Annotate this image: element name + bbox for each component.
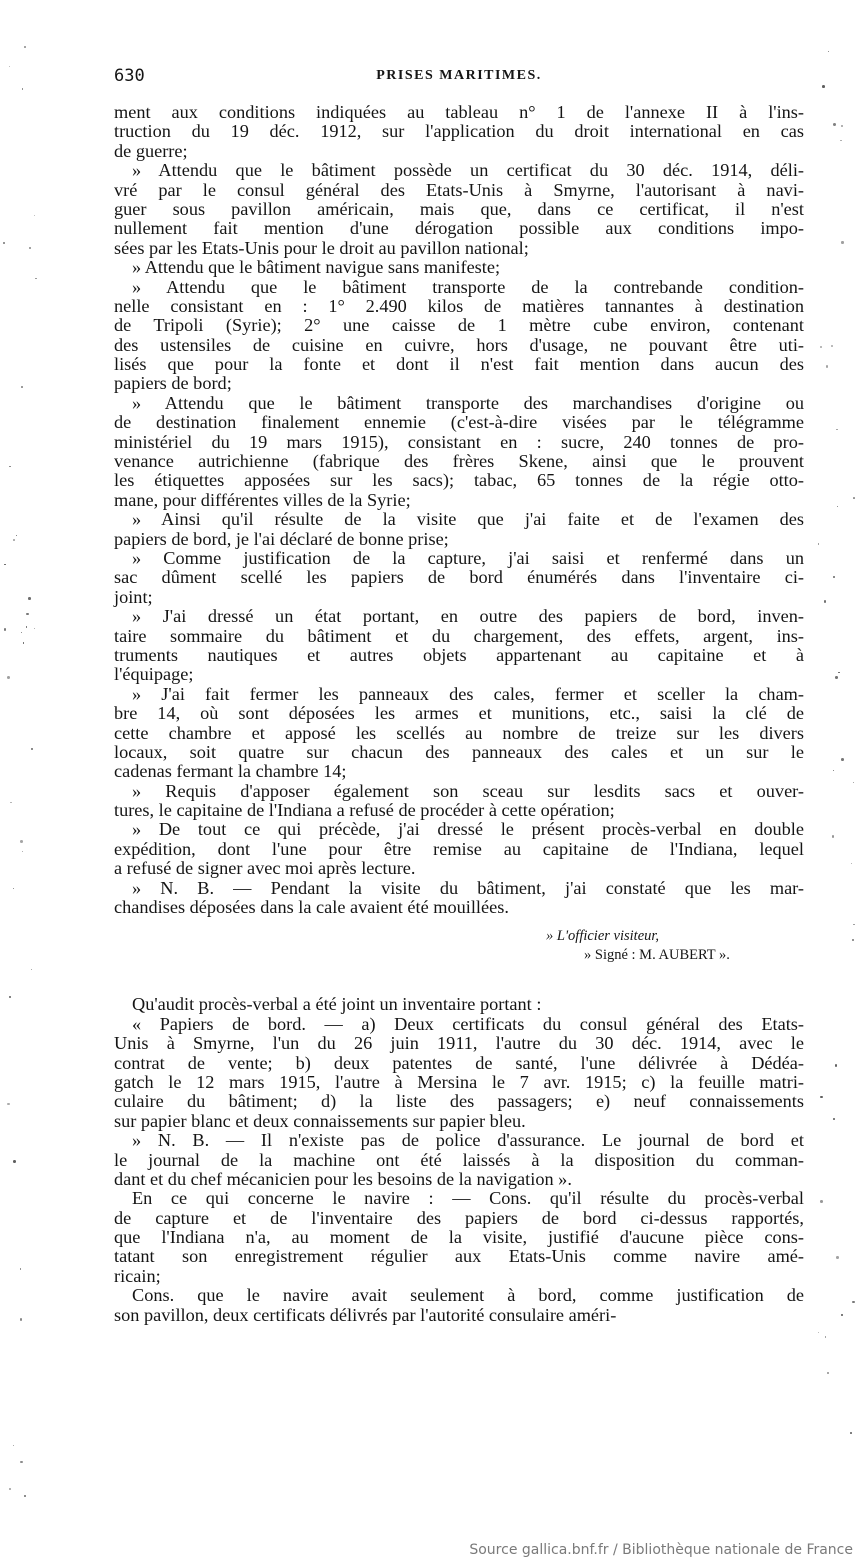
text-line: de destination finalement ennemie (c'est-à-dire visées par le télégramme bbox=[114, 412, 804, 433]
scan-speck bbox=[833, 576, 835, 578]
scan-speck bbox=[841, 1314, 842, 1315]
scan-speck bbox=[833, 123, 836, 126]
scan-speck bbox=[822, 85, 825, 88]
scan-speck bbox=[836, 1256, 839, 1259]
scan-speck bbox=[7, 1103, 10, 1106]
scan-speck bbox=[840, 140, 842, 142]
scan-speck bbox=[820, 1096, 822, 1098]
scan-speck bbox=[831, 345, 833, 347]
scan-speck bbox=[838, 672, 839, 673]
text-line: son pavillon, deux certificats délivrés par l'autorité consulaire améri- bbox=[114, 1304, 617, 1325]
text-line: les étiquettes apposées sur les sacs); tabac, 65 tonnes de la régie otto- bbox=[114, 470, 804, 491]
text-line: » Requis d'apposer également son sceau sur lesdits sacs et ouver- bbox=[132, 780, 804, 801]
text-line: Qu'audit procès-verbal a été joint un inventaire portant : bbox=[132, 994, 542, 1015]
scan-speck bbox=[826, 365, 828, 367]
text-line: taire sommaire du bâtiment et du chargement, des effets, argent, ins- bbox=[114, 625, 804, 646]
scan-speck bbox=[835, 676, 838, 679]
text-line: » De tout ce qui précède, j'ai dressé le présent procès-verbal en double bbox=[132, 819, 804, 840]
text-line: Cons. que le navire avait seulement à bord, comme justification de bbox=[132, 1285, 804, 1306]
scan-speck bbox=[9, 1488, 11, 1490]
text-line: l'équipage; bbox=[114, 664, 194, 685]
text-line: » J'ai dressé un état portant, en outre des papiers de bord, inven- bbox=[132, 606, 804, 627]
text-line: » N. B. — Il n'existe pas de police d'assurance. Le journal de bord et bbox=[132, 1130, 804, 1151]
text-line: truments nautiques et autres objets appartenant au capitaine et à bbox=[114, 644, 804, 665]
scan-speck bbox=[29, 247, 31, 249]
text-line: expédition, dont l'une pour être remise au capitaine de l'Indiana, lequel bbox=[114, 838, 804, 859]
scan-speck bbox=[820, 346, 822, 348]
scan-speck bbox=[20, 840, 23, 843]
page-header bbox=[114, 66, 804, 90]
scan-speck bbox=[852, 1301, 854, 1303]
text-body bbox=[114, 103, 804, 1325]
scan-speck bbox=[28, 597, 31, 600]
scan-speck bbox=[836, 429, 838, 431]
scan-speck bbox=[20, 1461, 23, 1464]
text-line: que l'Indiana n'a, au moment de la visite, justifié d'aucune pièce cons- bbox=[114, 1227, 804, 1248]
scan-speck bbox=[22, 88, 24, 90]
scan-speck bbox=[841, 758, 844, 761]
text-line: de Tripoli (Syrie); 2° une caisse de 1 mètre cube environ, contenant bbox=[114, 315, 804, 336]
source-credit: Source gallica.bnf.fr / Bibliothèque nationale de France bbox=[469, 1542, 853, 1558]
text-line: tatant son enregistrement régulier aux Etats-Unis comme navire amé- bbox=[114, 1246, 804, 1267]
scan-speck bbox=[827, 1372, 829, 1374]
text-line: papiers de bord; bbox=[114, 373, 232, 394]
text-line: ricain; bbox=[114, 1265, 161, 1286]
text-line: En ce qui concerne le navire : — Cons. qu'il résulte du procès-verbal bbox=[132, 1188, 804, 1209]
scan-speck bbox=[20, 1268, 22, 1270]
scan-speck bbox=[828, 51, 829, 52]
paragraph-block-inventaire bbox=[114, 995, 804, 1325]
text-line: truction du 19 déc. 1912, sur l'application du droit international en cas bbox=[114, 121, 804, 142]
scan-speck bbox=[34, 215, 35, 216]
scan-speck bbox=[852, 939, 855, 942]
scan-speck bbox=[850, 1432, 852, 1434]
scan-speck bbox=[35, 278, 37, 280]
running-title: PRISES MARITIMES. bbox=[376, 68, 542, 83]
text-line: sac dûment scellé les papiers de bord énumérés dans l'inventaire ci- bbox=[114, 567, 804, 588]
scan-speck bbox=[22, 851, 23, 852]
scan-speck bbox=[820, 1200, 823, 1203]
text-line: sur papier blanc et deux connaissements sur papier bleu. bbox=[114, 1110, 526, 1131]
text-line: bre 14, où sont déposées les armes et munitions, etc., saisi la clé de bbox=[114, 703, 804, 724]
scan-speck bbox=[841, 125, 843, 127]
scan-speck bbox=[824, 600, 826, 602]
scan-speck bbox=[9, 66, 10, 67]
scan-speck bbox=[26, 613, 29, 616]
scan-speck bbox=[835, 1064, 838, 1067]
text-line: cette chambre et apposé les scellés au nombre de treize sur les divers bbox=[114, 722, 804, 743]
scan-speck bbox=[818, 1332, 819, 1333]
scan-speck bbox=[26, 626, 28, 628]
text-line: de guerre; bbox=[114, 140, 188, 161]
scan-speck bbox=[833, 1118, 835, 1120]
text-line: joint; bbox=[114, 586, 153, 607]
text-line: locaux, soit quatre sur chacun des panneaux des cales et un sur le bbox=[114, 741, 804, 762]
scan-speck bbox=[20, 1318, 22, 1320]
scan-speck bbox=[34, 628, 35, 629]
text-line: le journal de la machine ont été laissés à la disposition du comman- bbox=[114, 1149, 804, 1170]
paragraph-block-proces-verbal bbox=[114, 103, 804, 917]
scan-speck bbox=[7, 676, 10, 679]
text-line: de capture et de l'inventaire des papiers de bord ci-dessus rapportés, bbox=[114, 1207, 804, 1228]
text-line: venance autrichienne (fabrique des frères Skene, ainsi que le prouvent bbox=[114, 451, 804, 472]
scan-speck bbox=[825, 1336, 827, 1338]
text-line: a refusé de signer avec moi après lecture. bbox=[114, 858, 416, 879]
scan-speck bbox=[4, 628, 6, 630]
text-line: gatch le 12 mars 1915, l'autre à Mersina le 7 avr. 1915; c) la feuille matri- bbox=[114, 1071, 804, 1092]
scan-speck bbox=[832, 835, 834, 837]
scan-speck bbox=[13, 539, 15, 541]
signature-name: » Signé : M. AUBERT ». bbox=[584, 947, 730, 964]
text-line: ministériel du 19 mars 1915), consistant en : sucre, 240 tonnes de pro- bbox=[114, 431, 804, 452]
scan-speck bbox=[16, 535, 17, 536]
scan-speck bbox=[851, 863, 852, 864]
text-line: mane, pour différentes villes de la Syrie; bbox=[114, 489, 411, 510]
scan-speck bbox=[3, 242, 5, 244]
scan-speck bbox=[841, 241, 843, 243]
scan-speck bbox=[9, 466, 10, 467]
scan-speck bbox=[853, 497, 855, 499]
scan-speck bbox=[818, 543, 819, 544]
text-line: « Papiers de bord. — a) Deux certificats du consul général des Etats- bbox=[132, 1013, 804, 1034]
scan-speck bbox=[833, 770, 834, 771]
text-line: » Attendu que le bâtiment transporte des marchandises d'origine ou bbox=[132, 392, 804, 413]
text-line: Unis à Smyrne, l'un du 26 juin 1911, l'autre du 30 déc. 1914, avec le bbox=[114, 1033, 804, 1054]
text-line: guer sous pavillon américain, mais que, dans ce certificat, il n'est bbox=[114, 198, 804, 219]
text-line: ment aux conditions indiquées au tableau n° 1 de l'annexe II à l'ins- bbox=[114, 102, 804, 122]
text-line: papiers de bord, je l'ai déclaré de bonne prise; bbox=[114, 528, 449, 549]
text-line: tures, le capitaine de l'Indiana a refusé de procéder à cette opération; bbox=[114, 800, 615, 821]
scan-speck bbox=[21, 632, 22, 633]
signature-title: » L'officier visiteur, bbox=[546, 928, 660, 945]
text-line: sées par les Etats-Unis pour le droit au pavillon national; bbox=[114, 237, 529, 258]
scan-speck bbox=[13, 888, 14, 889]
text-line: des ustensiles de cuisine en cuivre, hors d'usage, ne pouvant être uti- bbox=[114, 334, 804, 355]
text-line: » J'ai fait fermer les panneaux des cales, fermer et sceller la cham- bbox=[132, 683, 804, 704]
scan-speck bbox=[837, 506, 838, 507]
scan-speck bbox=[9, 996, 10, 997]
scan-speck bbox=[21, 386, 23, 388]
scan-speck bbox=[13, 1160, 16, 1163]
scan-speck bbox=[13, 1445, 14, 1446]
text-line: culaire du bâtiment; d) la liste des passagers; e) neuf connaissements bbox=[114, 1091, 804, 1112]
text-line: » N. B. — Pendant la visite du bâtiment, j'ai constaté que les mar- bbox=[132, 877, 804, 898]
text-line: » Attendu que le bâtiment transporte de la contrebande condition- bbox=[132, 276, 804, 297]
scan-speck bbox=[10, 802, 12, 804]
scan-speck bbox=[23, 642, 24, 643]
scan-speck bbox=[853, 924, 855, 926]
text-line: lisés que pour la fonte et dont il n'est fait mention dans aucun des bbox=[114, 354, 804, 375]
scan-speck bbox=[853, 782, 854, 783]
text-line: » Ainsi qu'il résulte de la visite que j'ai faite et de l'examen des bbox=[132, 509, 804, 530]
text-line: nelle consistant en : 1° 2.490 kilos de matières tannantes à destination bbox=[114, 295, 804, 316]
scan-speck bbox=[24, 46, 26, 48]
text-line: » Attendu que le bâtiment navigue sans manifeste; bbox=[132, 257, 501, 278]
page-number: 630 bbox=[114, 66, 145, 86]
text-line: vré par le consul général des Etats-Unis à Smyrne, l'autorisant à navi- bbox=[114, 179, 804, 200]
text-line: cadenas fermant la chambre 14; bbox=[114, 761, 347, 782]
text-line: » Comme justification de la capture, j'ai saisi et renfermé dans un bbox=[132, 547, 804, 568]
text-line: dant et du chef mécanicien pour les besoins de la navigation ». bbox=[114, 1168, 572, 1189]
scan-speck bbox=[4, 564, 6, 566]
text-line: nullement fait mention d'une dérogation possible aux conditions impo- bbox=[114, 218, 804, 239]
text-line: chandises déposées dans la cale avaient été mouillées. bbox=[114, 897, 509, 918]
scan-speck bbox=[31, 748, 32, 749]
scan-speck bbox=[24, 1495, 26, 1497]
text-line: contrat de vente; b) deux patentes de santé, l'une délivrée à Dédéa- bbox=[114, 1052, 804, 1073]
scan-speck bbox=[31, 969, 33, 971]
text-line: » Attendu que le bâtiment possède un certificat du 30 déc. 1914, déli- bbox=[132, 160, 804, 181]
